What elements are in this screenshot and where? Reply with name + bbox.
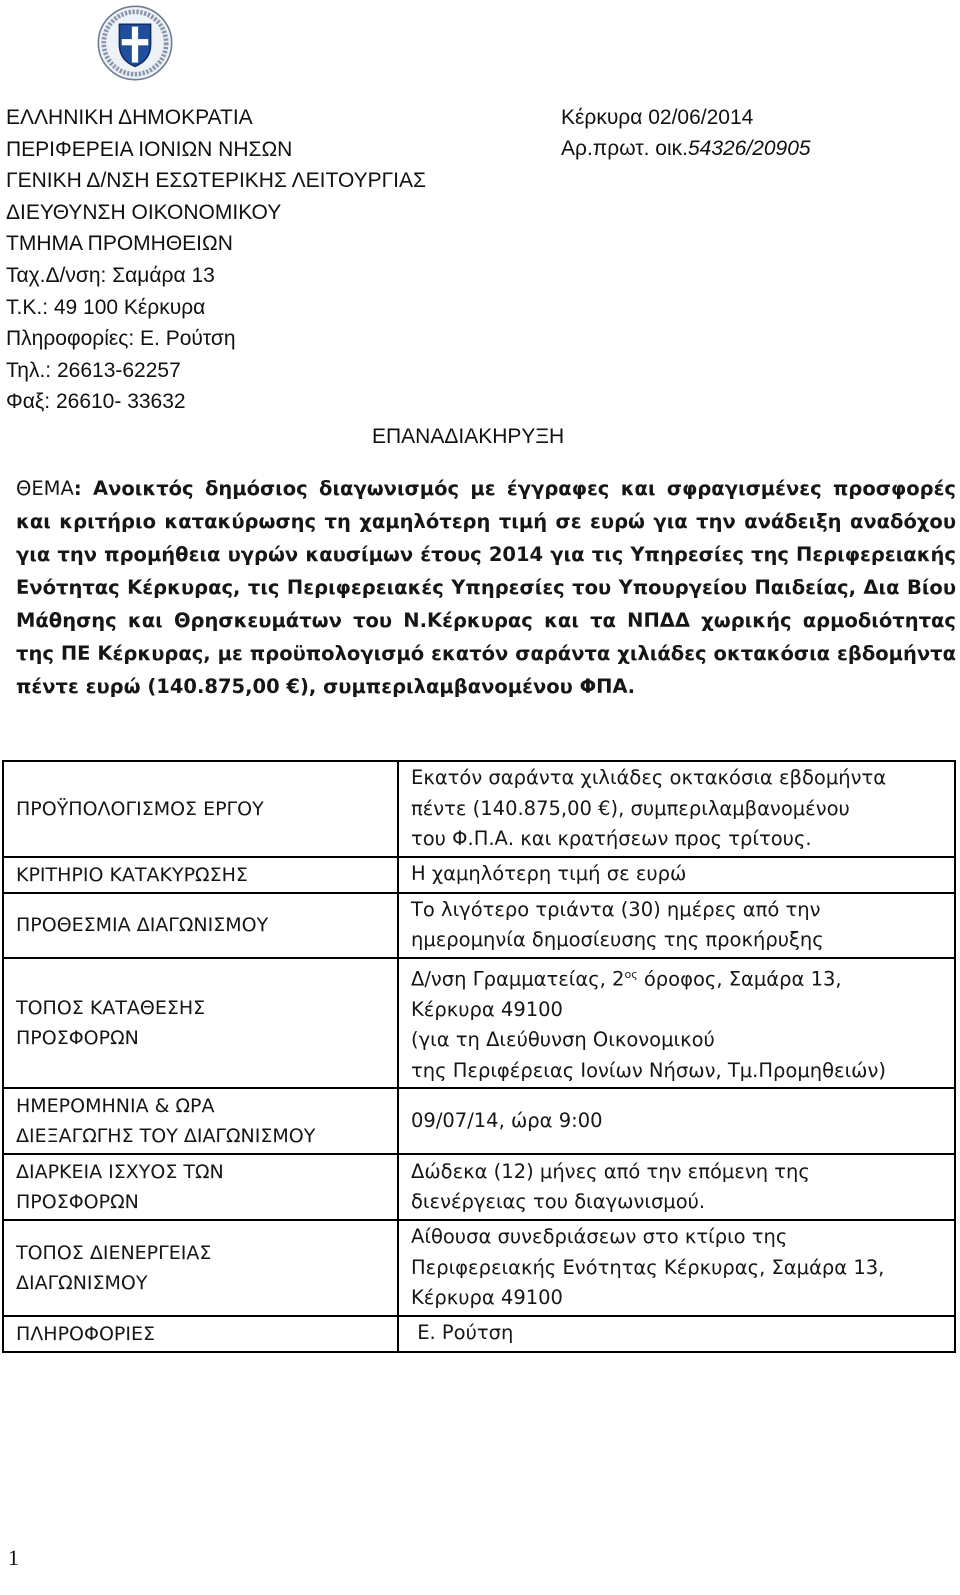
table-row: [3, 958, 955, 1089]
sender-line: Φαξ: 26610- 33632: [6, 390, 186, 414]
row-value-validity: Δώδεκα (12) μήνες από την επόμενη της διενέργειας του διαγωνισμού.: [398, 1154, 955, 1220]
sender-line: ΠΕΡΙΦΕΡΕΙΑ ΙΟΝΙΩΝ ΝΗΣΩΝ: [6, 137, 293, 161]
row-label-information: ΠΛΗΡΟΦΟΡΙΕΣ: [3, 1316, 398, 1352]
row-label-validity: ΔΙΑΡΚΕΙΑ ΙΣΧΥΟΣ ΤΩΝ ΠΡΟΣΦΟΡΩΝ: [3, 1154, 398, 1220]
greek-coat-of-arms-emblem: [96, 4, 174, 82]
row-label-submission-place: ΤΟΠΟΣ ΚΑΤΑΘΕΣΗΣ ΠΡΟΣΦΟΡΩΝ: [3, 958, 398, 1089]
row-value-date-time: 09/07/14, ώρα 9:00: [398, 1088, 955, 1154]
row-label-award-criterion: ΚΡΙΤΗΡΙΟ ΚΑΤΑΚΥΡΩΣΗΣ: [3, 857, 398, 893]
protocol-line: [561, 133, 811, 164]
sender-line: ΕΛΛΗΝΙΚΗ ΔΗΜΟΚΡΑΤΙΑ: [6, 106, 253, 129]
subject-label: ΘΕΜΑ: [16, 477, 74, 500]
table-row: [3, 857, 955, 893]
sender-line: Πληροφορίες: Ε. Ρούτση: [6, 327, 236, 351]
table-row: [3, 893, 955, 958]
document-date: Κέρκυρα 02/06/2014: [561, 106, 754, 129]
row-value-information: Ε. Ρούτση: [398, 1316, 955, 1352]
table-row: [3, 1220, 955, 1316]
page-number: 1: [8, 1545, 19, 1570]
sender-line: ΓΕΝΙΚΗ Δ/ΝΣΗ ΕΣΩΤΕΡΙΚΗΣ ΛΕΙΤΟΥΡΓΙΑΣ: [6, 169, 426, 193]
document-heading: ΕΠΑΝΑΔΙΑΚΗΡΥΞΗ: [372, 425, 565, 448]
table-row: [3, 1088, 955, 1154]
sender-line: ΔΙΕΥΘΥΝΣΗ ΟΙΚΟΝΟΜΙΚΟΥ: [6, 200, 282, 224]
table-row: [3, 761, 955, 857]
ordinal-superscript: ος: [624, 967, 638, 981]
table-row: [3, 1154, 955, 1220]
row-value-award-criterion: Η χαμηλότερη τιμή σε ευρώ: [398, 857, 955, 893]
sender-line: ΤΜΗΜΑ ΠΡΟΜΗΘΕΙΩΝ: [6, 232, 233, 256]
date-protocol-block: [561, 102, 811, 164]
tender-info-table: [2, 760, 956, 1353]
row-value-deadline: Το λιγότερο τριάντα (30) ημέρες από την ημερομηνία δημοσίευσης της προκήρυξης: [398, 893, 955, 958]
table-row: [3, 1316, 955, 1352]
row-label-budget: ΠΡΟΫΠΟΛΟΓΙΣΜΟΣ ΕΡΓΟΥ: [3, 761, 398, 857]
sender-line: Τ.Κ.: 49 100 Κέρκυρα: [6, 295, 206, 319]
subject-paragraph: [16, 472, 956, 703]
row-value-submission-place: Δ/νση Γραμματείας, $2^{o\varsigma}$ όροφος, Σαμάρα 13, Κέρκυρα 49100 (για τη Διεύθυνση Οικονομικού της Περιφέρειας Ιονίων Νήσων, Τμ.Προμηθειών): [398, 958, 955, 1089]
protocol-prefix: Αρ.πρωτ. οικ.: [561, 137, 688, 160]
subject-text: : Ανοικτός δημόσιος διαγωνισμός με έγγραφες και σφραγισμένες προσφορές και κριτήριο κατακύρωσης τη χαμηλότερη τιμή σε ευρώ για την ανάδειξη αναδόχου για την προμήθεια υγρών καυσίμων έτους 2014 για τις Υπηρεσίες της Περιφερειακής Ενότητας Κέρκυρας, τις Περιφερειακές Υπηρεσίες του Υπουργείου Παιδείας, Δια Βίου Μάθησης και Θρησκευμάτων του Ν.Κέρκυρας και τα ΝΠΔΔ χωρικής αρμοδιότητας της ΠΕ Κέρκυρας, με προϋπολογισμό εκατόν σαράντα χιλιάδες οκτακόσια εβδομήντα πέντε ευρώ (140.875,00 €), συμπεριλαμβανομένου ΦΠΑ.: [16, 477, 956, 698]
row-label-venue: ΤΟΠΟΣ ΔΙΕΝΕΡΓΕΙΑΣ ΔΙΑΓΩΝΙΣΜΟΥ: [3, 1220, 398, 1316]
row-value-budget: Εκατόν σαράντα χιλιάδες οκτακόσια εβδομήντα πέντε (140.875,00 €), συμπεριλαμβανομένου του Φ.Π.Α. και κρατήσεων προς τρίτους.: [398, 761, 955, 857]
protocol-number: 54326/20905: [687, 137, 811, 160]
row-value-venue: Αίθουσα συνεδριάσεων στο κτίριο της Περιφερειακής Ενότητας Κέρκυρας, Σαμάρα 13, Κέρκυρα 49100: [398, 1220, 955, 1316]
sender-line: Ταχ.Δ/νση: Σαμάρα 13: [6, 263, 215, 287]
row-label-deadline: ΠΡΟΘΕΣΜΙΑ ΔΙΑΓΩΝΙΣΜΟΥ: [3, 893, 398, 958]
sender-address-block: [6, 102, 426, 418]
row-label-date-time: ΗΜΕΡΟΜΗΝΙΑ & ΩΡΑ ΔΙΕΞΑΓΩΓΗΣ ΤΟΥ ΔΙΑΓΩΝΙΣΜΟΥ: [3, 1088, 398, 1154]
sender-line: Τηλ.: 26613-62257: [6, 358, 181, 382]
